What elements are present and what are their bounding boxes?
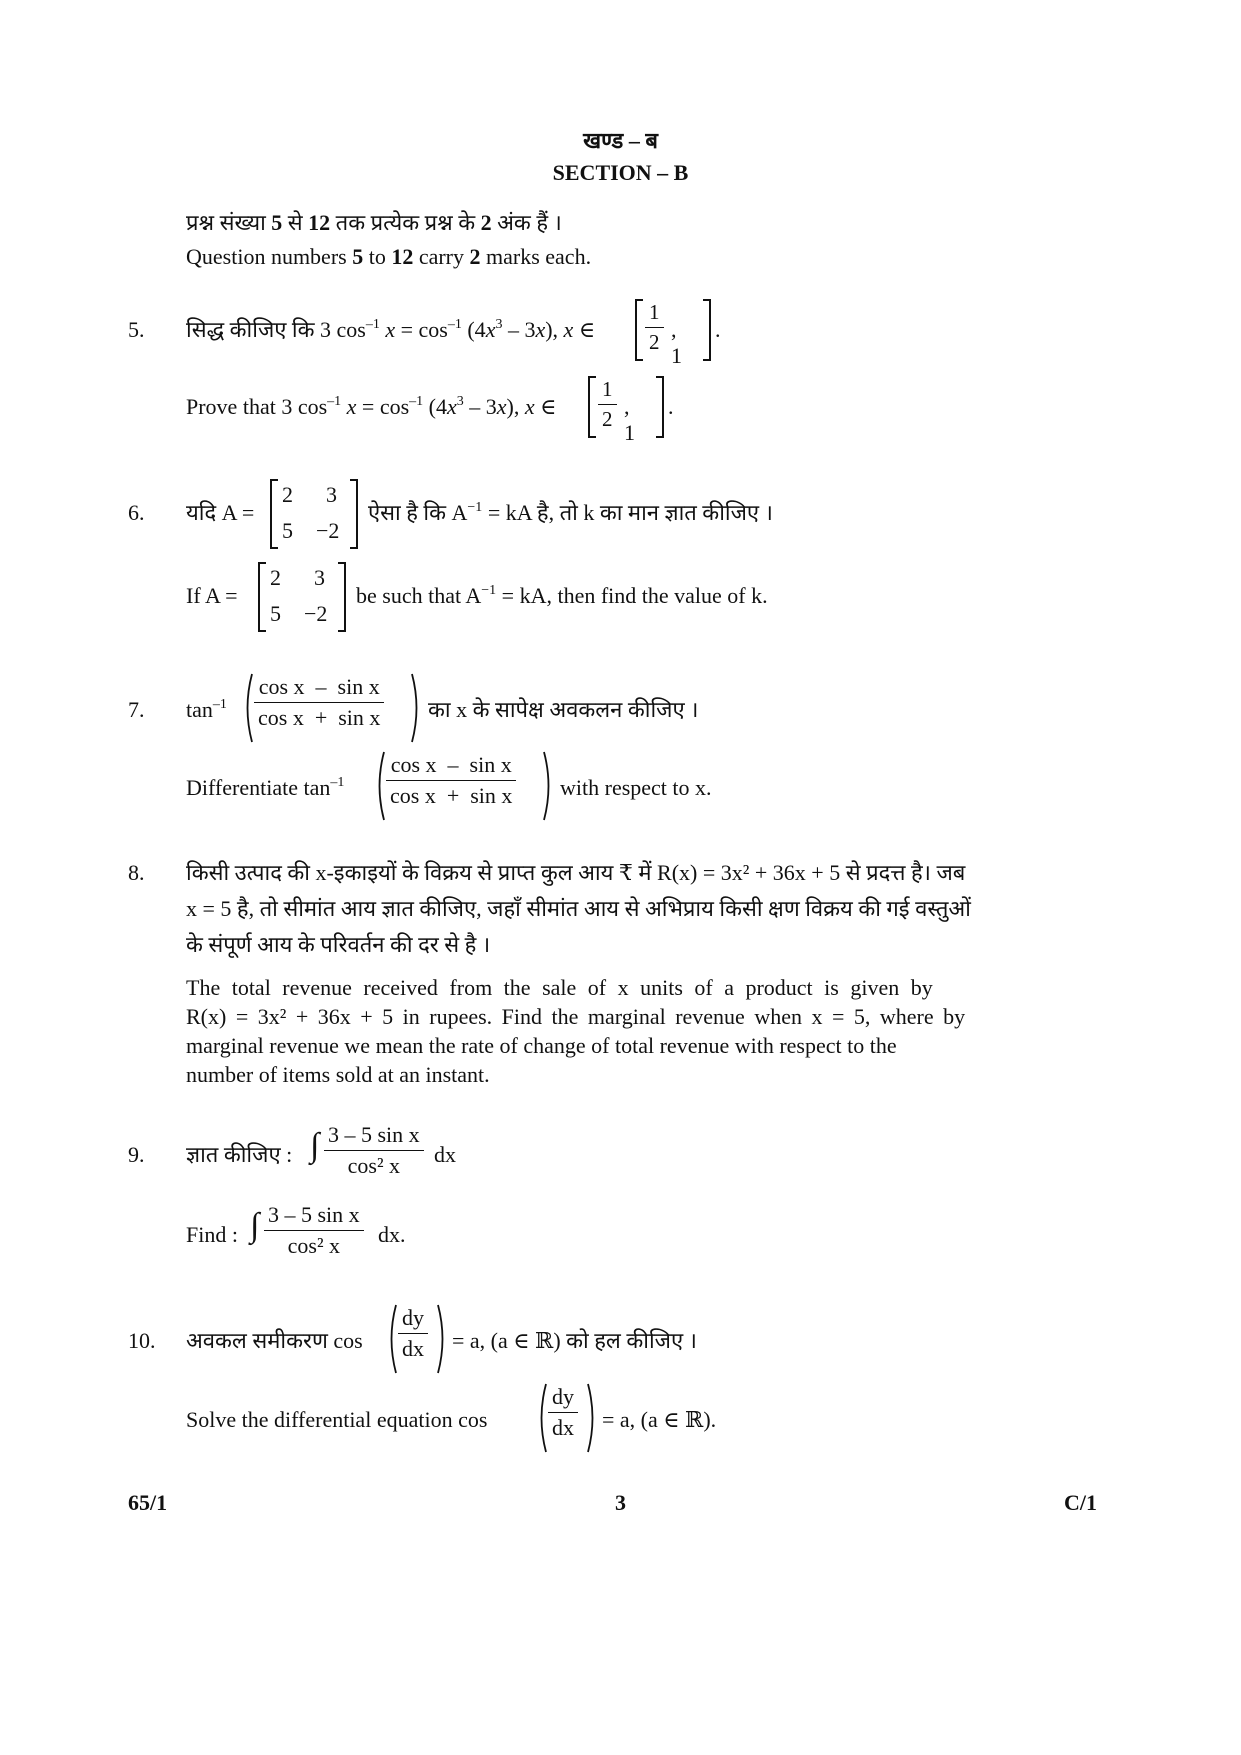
- q6-hindi-lead: यदि A =: [186, 500, 255, 525]
- right-bracket-icon: [336, 561, 348, 633]
- left-paren-icon: [374, 750, 386, 822]
- q9-hindi-fraction: $\frac{\text{3 – 5 sin x}}{\text{cos² x}}$: [324, 1122, 424, 1179]
- right-bracket-icon: [701, 298, 713, 362]
- q5-fraction: $\frac{1}{2}$: [645, 300, 664, 355]
- q8-hindi-line1: किसी उत्पाद की x-इकाइयों के विक्रय से प्राप्त कुल आय ₹ में R(x) = 3x² + 36x + 5 से प्रदत्त है। जब: [186, 860, 966, 885]
- q7-hindi-tail: का x के सापेक्ष अवकलन कीजिए ।: [428, 697, 699, 722]
- right-paren-icon: [542, 750, 554, 822]
- right-paren-icon: [586, 1382, 598, 1454]
- q8-english-line3: marginal revenue we mean the rate of change of total revenue with respect to the: [186, 1033, 897, 1058]
- q7-fraction: $\frac{\text{cos x – sin x}}{\text{cos x + sin x}}$: [254, 674, 384, 731]
- q7-fraction-en: $\frac{\text{cos x – sin x}}{\text{cos x + sin x}}$: [386, 752, 516, 809]
- q10-hindi-lead: अवकल समीकरण cos: [186, 1328, 363, 1353]
- period: .: [668, 394, 674, 419]
- q6-matrix-hindi: [268, 478, 360, 550]
- q9-hindi-lead: ज्ञात कीजिए :: [186, 1142, 293, 1167]
- question-number-6: 6.: [128, 500, 145, 525]
- q8-english-line1: The total revenue received from the sale of x units of a product is given by: [186, 975, 933, 1000]
- matrix-cell: 3: [326, 482, 337, 507]
- left-paren-icon: [536, 1382, 548, 1454]
- instructions-hindi: प्रश्न संख्या 5 से 12 तक प्रत्येक प्रश्न के 2 अंक हैं ।: [186, 210, 562, 235]
- question-number-7: 7.: [128, 697, 145, 722]
- right-bracket-icon: [654, 375, 666, 439]
- q6-hindi-tail: ऐसा है कि $A^{-1}$ = kA है, तो k का मान ज्ञात कीजिए ।: [368, 500, 773, 525]
- footer-paper-code: 65/1: [128, 1490, 168, 1515]
- q10-hindi-tail: = a, (a ∈ ℝ) को हल कीजिए ।: [452, 1328, 697, 1353]
- integral-icon: ∫: [250, 1207, 260, 1244]
- q8-english-line2: R(x) = 3x² + 36x + 5 in rupees. Find the marginal revenue when x = 5, where by: [186, 1004, 966, 1029]
- left-bracket-icon: [256, 561, 268, 633]
- right-paren-icon: [436, 1303, 448, 1375]
- q7-english-tail: with respect to x.: [560, 775, 712, 800]
- q10-english-tail: = a, (a ∈ ℝ).: [602, 1407, 717, 1432]
- left-bracket-icon: [633, 298, 645, 362]
- integral-icon: ∫: [310, 1127, 320, 1164]
- q5-fraction-en: $\frac{1}{2}$: [598, 377, 617, 432]
- question-number-8: 8.: [128, 860, 145, 885]
- question-number-10: 10.: [128, 1328, 156, 1353]
- matrix-cell: 5: [270, 601, 281, 626]
- matrix-cell: 5: [282, 518, 293, 543]
- q9-english-tail: dx.: [378, 1222, 406, 1247]
- footer-page-number: 3: [615, 1490, 626, 1515]
- section-title-hindi: खण्ड – ब: [583, 128, 658, 153]
- matrix-cell: 3: [314, 565, 325, 590]
- question-number-9: 9.: [128, 1142, 145, 1167]
- right-bracket-icon: [348, 478, 360, 550]
- period: .: [715, 317, 721, 342]
- left-paren-icon: [242, 672, 254, 744]
- section-title-english: SECTION – B: [552, 160, 689, 185]
- question-number-5: 5.: [128, 317, 145, 342]
- matrix-cell: −2: [304, 601, 328, 626]
- q7-hindi-func: $\tan^{-1}$: [186, 697, 227, 722]
- q6-english-tail: be such that $A^{-1}$ = kA, then find the value of k.: [356, 583, 768, 608]
- q8-hindi-line3: के संपूर्ण आय के परिवर्तन की दर से है ।: [186, 932, 491, 957]
- q6-matrix-english: [256, 561, 348, 633]
- q10-english-lead: Solve the differential equation cos: [186, 1407, 488, 1432]
- right-paren-icon: [410, 672, 422, 744]
- q7-english-lead: Differentiate $\tan^{-1}$: [186, 775, 345, 800]
- q8-hindi-line2: x = 5 है, तो सीमांत आय ज्ञात कीजिए, जहाँ सीमांत आय से अभिप्राय किसी क्षण विक्रय की गई वस्तुओं: [186, 896, 971, 921]
- left-paren-icon: [386, 1303, 398, 1375]
- q6-english-lead: If A =: [186, 583, 238, 608]
- q9-english-lead: Find :: [186, 1222, 238, 1247]
- q5-english: Prove that 3 $\cos^{-1} x = \cos^{-1} (4x^3 - 3x)$, x ∈: [186, 394, 557, 419]
- footer-set-code: C/1: [1064, 1490, 1097, 1515]
- matrix-cell: 2: [282, 482, 293, 507]
- q8-english-line4: number of items sold at an instant.: [186, 1062, 490, 1087]
- left-bracket-icon: [268, 478, 280, 550]
- q5-hindi: सिद्ध कीजिए कि 3 $\cos^{-1} x = \cos^{-1} (4x^3 - 3x)$, x ∈: [186, 317, 596, 342]
- matrix-cell: 2: [270, 565, 281, 590]
- q9-hindi-tail: dx: [434, 1142, 456, 1167]
- q9-english-fraction: $\frac{\text{3 – 5 sin x}}{\text{cos² x}}$: [264, 1202, 364, 1259]
- matrix-cell: −2: [316, 518, 340, 543]
- instructions-english: Question numbers 5 to 12 carry 2 marks each.: [186, 244, 592, 269]
- left-bracket-icon: [586, 375, 598, 439]
- q5-interval-end-en: , 1: [624, 394, 635, 445]
- q5-interval-end: , 1: [671, 317, 682, 368]
